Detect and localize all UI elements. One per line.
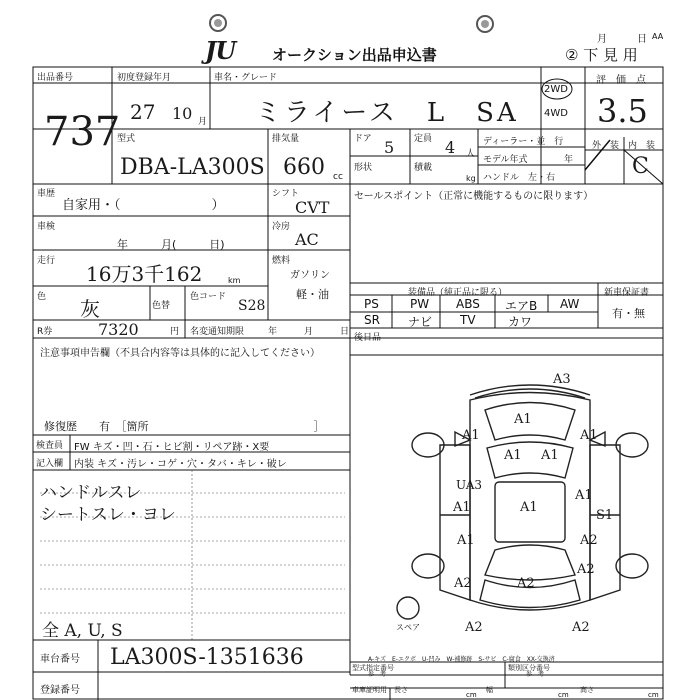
load-unit: kg xyxy=(466,174,476,183)
mileage-label: 走行 xyxy=(37,256,56,266)
class-code-ref: 参 考 xyxy=(526,671,545,678)
color-label: 色 xyxy=(37,292,47,302)
reg-no-label: 登録番号 xyxy=(40,685,80,696)
notice-text: 年 月 日 xyxy=(268,327,350,337)
damage-mark: A1 xyxy=(514,412,532,427)
history-value: 自家用・（ ） xyxy=(62,198,225,213)
damage-mark: A1 xyxy=(462,428,480,443)
width-unit: cm xyxy=(558,691,569,699)
recycle-unit: 円 xyxy=(170,327,180,337)
repair-label: 修復歴 有 ［箇所 ］ xyxy=(44,420,325,433)
equip-ps: PS xyxy=(364,297,379,311)
first-reg-label: 初度登録年月 xyxy=(117,73,172,83)
rating-label: 評 価 点 xyxy=(596,75,646,86)
recycle-value: 7320 xyxy=(98,320,139,339)
type-designation-label: 型式指定番号 xyxy=(352,664,394,672)
model-year-label: モデル年式 xyxy=(483,155,528,165)
capacity-unit: 人 xyxy=(466,149,476,159)
damage-mark: A2 xyxy=(577,562,595,577)
handle-label: ハンドル 左・右 xyxy=(483,173,556,183)
notes-label: 注意事項申告欄（不具合内容等は具体的に記入してください） xyxy=(40,348,320,359)
chassis-label: 車台番号 xyxy=(40,654,80,665)
equip-pw: PW xyxy=(410,297,430,311)
door-value: 5 xyxy=(384,138,395,157)
spare-label: スペア xyxy=(396,623,420,632)
inspector-label-1: 検査員 xyxy=(36,441,64,451)
ac-value: AC xyxy=(295,230,319,249)
fuel-light-oil: 軽・油 xyxy=(296,288,329,301)
damage-mark: A1 xyxy=(520,500,538,515)
interior-grade: C xyxy=(632,154,649,179)
cc-unit: cc xyxy=(333,172,343,182)
exterior-label: 外 装 xyxy=(592,141,620,151)
damage-mark: A2 xyxy=(572,620,590,635)
type-value: DBA-LA300S xyxy=(120,155,265,180)
mileage-value: 16万3千162 xyxy=(86,262,203,286)
garage-cert-label: 車庫証明用 xyxy=(352,686,387,694)
color-code-value: S28 xyxy=(238,298,266,314)
damage-mark: S1 xyxy=(596,508,614,523)
shift-value: CVT xyxy=(295,198,330,217)
fuel-gasoline: ガソリン xyxy=(290,270,330,281)
equip-aw: AW xyxy=(560,297,580,311)
equip-navi: ナビ xyxy=(408,315,433,329)
dealer-label: ディーラー・並 行 xyxy=(483,137,564,147)
month-unit: 月 xyxy=(198,117,208,127)
handwritten-note-2: シートスレ・ヨレ xyxy=(40,505,176,525)
shift-label: シフト xyxy=(272,189,300,199)
damage-mark: A1 xyxy=(453,500,471,515)
model-grade: ミライース L SA xyxy=(255,98,519,128)
notice-label: 名変通知期限 xyxy=(190,327,245,337)
post-date-label: 後日品 xyxy=(354,333,382,343)
form-title: オークション出品申込書 xyxy=(272,46,437,64)
damage-mark: A2 xyxy=(454,576,472,591)
color-code-label: 色コード xyxy=(190,292,227,302)
equip-leather: カワ xyxy=(508,315,533,329)
chassis-value: LA300S-1351636 xyxy=(110,645,304,670)
fuel-label: 燃料 xyxy=(272,256,291,266)
capacity-value: 4 xyxy=(445,138,456,157)
damage-mark: A3 xyxy=(553,372,571,387)
damage-mark: A1 xyxy=(575,488,593,503)
length-label: 長さ xyxy=(394,686,408,694)
aa-label: AA xyxy=(652,32,664,41)
warranty-value: 有・無 xyxy=(612,307,645,320)
interior-label: 内 装 xyxy=(628,141,656,151)
equipment-title: 装備品（純正品に限る） xyxy=(408,288,508,298)
lot-no-label: 出品番号 xyxy=(37,73,74,83)
equip-sr: SR xyxy=(364,313,380,327)
type-designation-ref: 参 考 xyxy=(368,671,387,678)
cc-label: 排気量 xyxy=(272,134,300,144)
width-label: 幅 xyxy=(486,686,493,694)
bottom-note: 全 A, U, S xyxy=(42,621,123,641)
height-label: 高さ xyxy=(580,686,594,694)
inspector-interior-line: 内装 キズ・汚レ・コゲ・穴・タバ・キレ・破レ xyxy=(74,459,287,470)
ju-logo: JU xyxy=(205,36,236,65)
lot-no: 737 xyxy=(44,109,121,155)
damage-mark: A1 xyxy=(457,533,475,548)
class-code-label: 類別区分番号 xyxy=(508,664,550,672)
equip-abs: ABS xyxy=(456,297,480,311)
inspection-label: 車検 xyxy=(37,222,56,232)
height-unit: cm xyxy=(648,691,659,699)
year-unit: 年 xyxy=(564,155,574,165)
type-label: 型式 xyxy=(117,134,136,144)
capacity-label: 定員 xyxy=(414,134,433,144)
damage-mark: A1 xyxy=(541,448,559,463)
equip-tv: TV xyxy=(460,313,476,327)
color-change-label: 色替 xyxy=(152,301,171,311)
drive-4wd: 4WD xyxy=(544,108,568,119)
inspection-text: 年 月( 日) xyxy=(117,238,225,251)
sales-point-label: セールスポイント（正常に機能するものに限ります） xyxy=(354,191,594,202)
load-label: 積載 xyxy=(414,163,433,173)
damage-mark: A1 xyxy=(504,448,522,463)
recycle-label: R券 xyxy=(37,327,53,337)
drive-2wd: 2WD xyxy=(544,84,568,95)
copy-label: ② 下 見 用 xyxy=(565,46,638,64)
history-label: 車歴 xyxy=(37,189,56,199)
model-grade-label: 車名・グレード xyxy=(214,73,278,83)
mileage-unit: km xyxy=(228,276,241,285)
warranty-label: 新車保証書 xyxy=(604,288,650,298)
length-unit: cm xyxy=(466,691,477,699)
first-reg-month: 10 xyxy=(172,104,193,123)
damage-mark: UA3 xyxy=(456,478,483,492)
day-label: 日 xyxy=(637,34,647,45)
door-label: ドア xyxy=(354,134,372,144)
damage-mark: A2 xyxy=(517,576,535,591)
damage-mark: A1 xyxy=(580,428,598,443)
shape-label: 形状 xyxy=(354,163,373,173)
color-value: 灰 xyxy=(80,297,100,321)
damage-legend: A-キズ E-エクボ U-凹み W-補修跡 S-サビ C-腐食 XX-交換済 xyxy=(368,656,555,663)
first-reg-year: 27 xyxy=(130,100,156,124)
cc-value: 660 xyxy=(283,155,325,180)
damage-mark: A2 xyxy=(465,620,483,635)
rating-value: 3.5 xyxy=(597,92,648,130)
month-label: 月 xyxy=(597,34,607,45)
inspector-label-2: 記入欄 xyxy=(36,459,64,469)
damage-mark: A2 xyxy=(580,533,598,548)
equip-airbag: エアB xyxy=(505,299,538,313)
inspector-fw-line: FW キズ・凹・石・ヒビ割・リペア跡・X要 xyxy=(74,442,270,453)
handwritten-note-1: ハンドルスレ xyxy=(40,483,142,503)
ac-label: 冷房 xyxy=(272,222,291,232)
